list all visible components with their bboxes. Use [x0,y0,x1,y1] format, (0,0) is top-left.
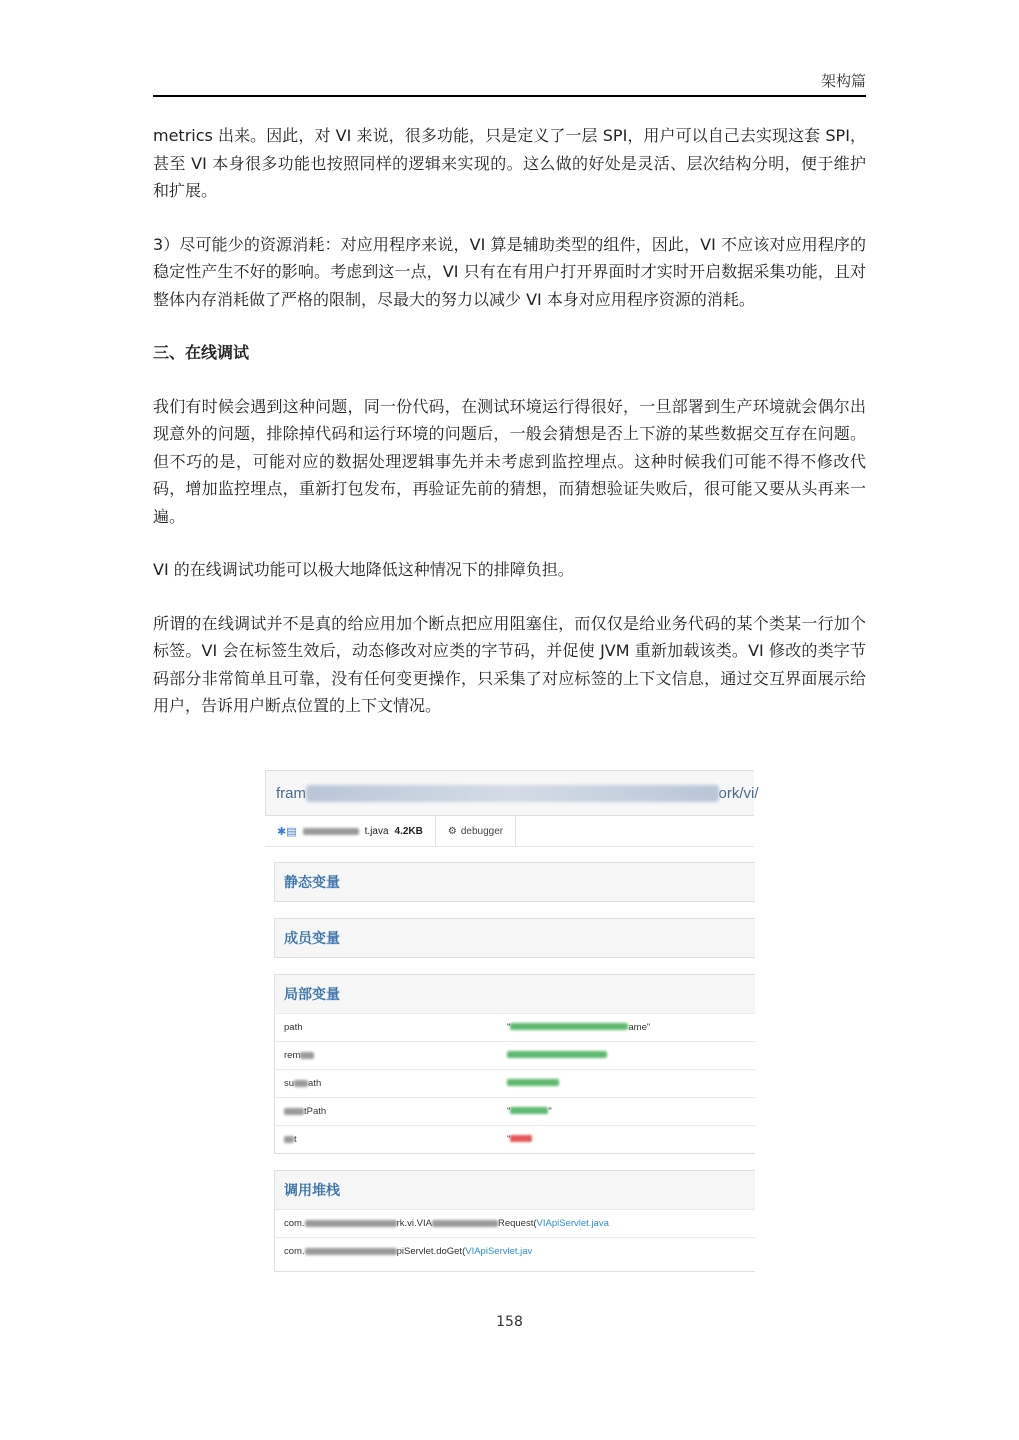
var-name: tPath [275,1106,507,1117]
file-tab[interactable] [265,816,436,846]
variable-row [275,1125,755,1153]
path-obscured [306,785,719,802]
variable-row [275,1041,755,1069]
source-link[interactable]: VIApiServlet.java [536,1218,609,1229]
var-name: su ath [284,1078,322,1089]
var-name: t [275,1134,507,1145]
path-start: fram [276,784,306,802]
variable-row [275,1013,755,1041]
debugger-tab[interactable] [436,816,516,846]
header-rule [153,95,866,97]
member-vars-panel [274,918,755,958]
file-name-obscured [303,828,359,835]
file-info-bar [265,816,754,847]
paragraph: 3）尽可能少的资源消耗：对应用程序来说，VI 算是辅助类型的组件，因此，VI 不应该对应用程序的稳定性产生不好的影响。考虑到这一点，VI 只有在有用户打开界面时才实时开启数据采集功能，且对整体内存消耗做了严格的限制，尽最大的努力以减少 VI 本身对应用程序资源的消耗。 [153,234,866,309]
local-vars-panel [274,974,755,1154]
stack-frame: com. piServlet.doGet( VIApiServlet.jav [275,1237,755,1265]
section-heading: 三、在线调试 [153,343,250,362]
variable-row [275,1069,755,1097]
var-value: " [507,1134,755,1145]
page-number: 158 [496,1314,523,1330]
debugger-label: debugger [460,825,504,837]
settings-file-icon: ✱▤ [277,825,297,838]
panel-title[interactable]: 局部变量 [275,975,755,1013]
file-size: 4.2KB [394,825,423,837]
panel-title[interactable]: 静态变量 [275,863,755,901]
paragraph: 所谓的在线调试并不是真的给应用加个断点把应用阻塞住，而仅仅是给业务代码的某个类某一行加个标签。VI 会在标签生效后，动态修改对应类的字节码，并促使 JVM 重新加载该类。VI 修改的类字节码部分非常简单且可靠，没有任何变更操作，只采集了对应标签的上下文信息，通过交互界面展示给用户，告诉用户断点位置的上下文情况。 [153,613,866,715]
call-stack-panel [274,1170,755,1272]
variable-row [275,1097,755,1125]
source-link[interactable]: VIApiServlet.jav [465,1246,533,1257]
var-value: " ame" [507,1022,651,1033]
var-name: rem [275,1050,507,1061]
path-end: ork/vi/ [718,784,759,802]
static-vars-panel [274,862,755,902]
paragraph: metrics 出来。因此，对 VI 来说，很多功能，只是定义了一层 SPI，用户可以自己去实现这套 SPI，甚至 VI 本身很多功能也按照同样的逻辑来实现的。这么做的好处是灵活、层次结构分明，便于维护和扩展。 [153,126,866,200]
var-value [507,1050,755,1061]
panel-title[interactable]: 成员变量 [275,919,755,957]
panel-title[interactable]: 调用堆栈 [275,1171,755,1209]
body-text [153,122,866,746]
var-value: " " [507,1106,552,1117]
running-header: 架构篇 [820,72,866,90]
debugger-screenshot [265,770,759,1262]
gear-icon: ⚙ [447,825,457,837]
var-value [507,1078,755,1089]
paragraph: 我们有时候会遇到这种问题，同一份代码，在测试环境运行得很好，一旦部署到生产环境就会偶尔出现意外的问题，排除掉代码和运行环境的问题后，一般会猜想是否上下游的某些数据交互存在问题。但不巧的是，可能对应的数据处理逻辑事先并未考虑到监控埋点。这种时候我们可能不得不修改代码，增加监控埋点，重新打包发布，再验证先前的猜想，而猜想验证失败后，很可能又要从头再来一遍。 [153,396,866,526]
file-ext: t.java [364,825,389,837]
file-path-bar [265,770,759,816]
var-name: path [284,1022,303,1033]
stack-frame: com. rk.vi.VIA Request( VIApiServlet.java [275,1209,755,1237]
paragraph: VI 的在线调试功能可以极大地降低这种情况下的排障负担。 [153,560,574,579]
